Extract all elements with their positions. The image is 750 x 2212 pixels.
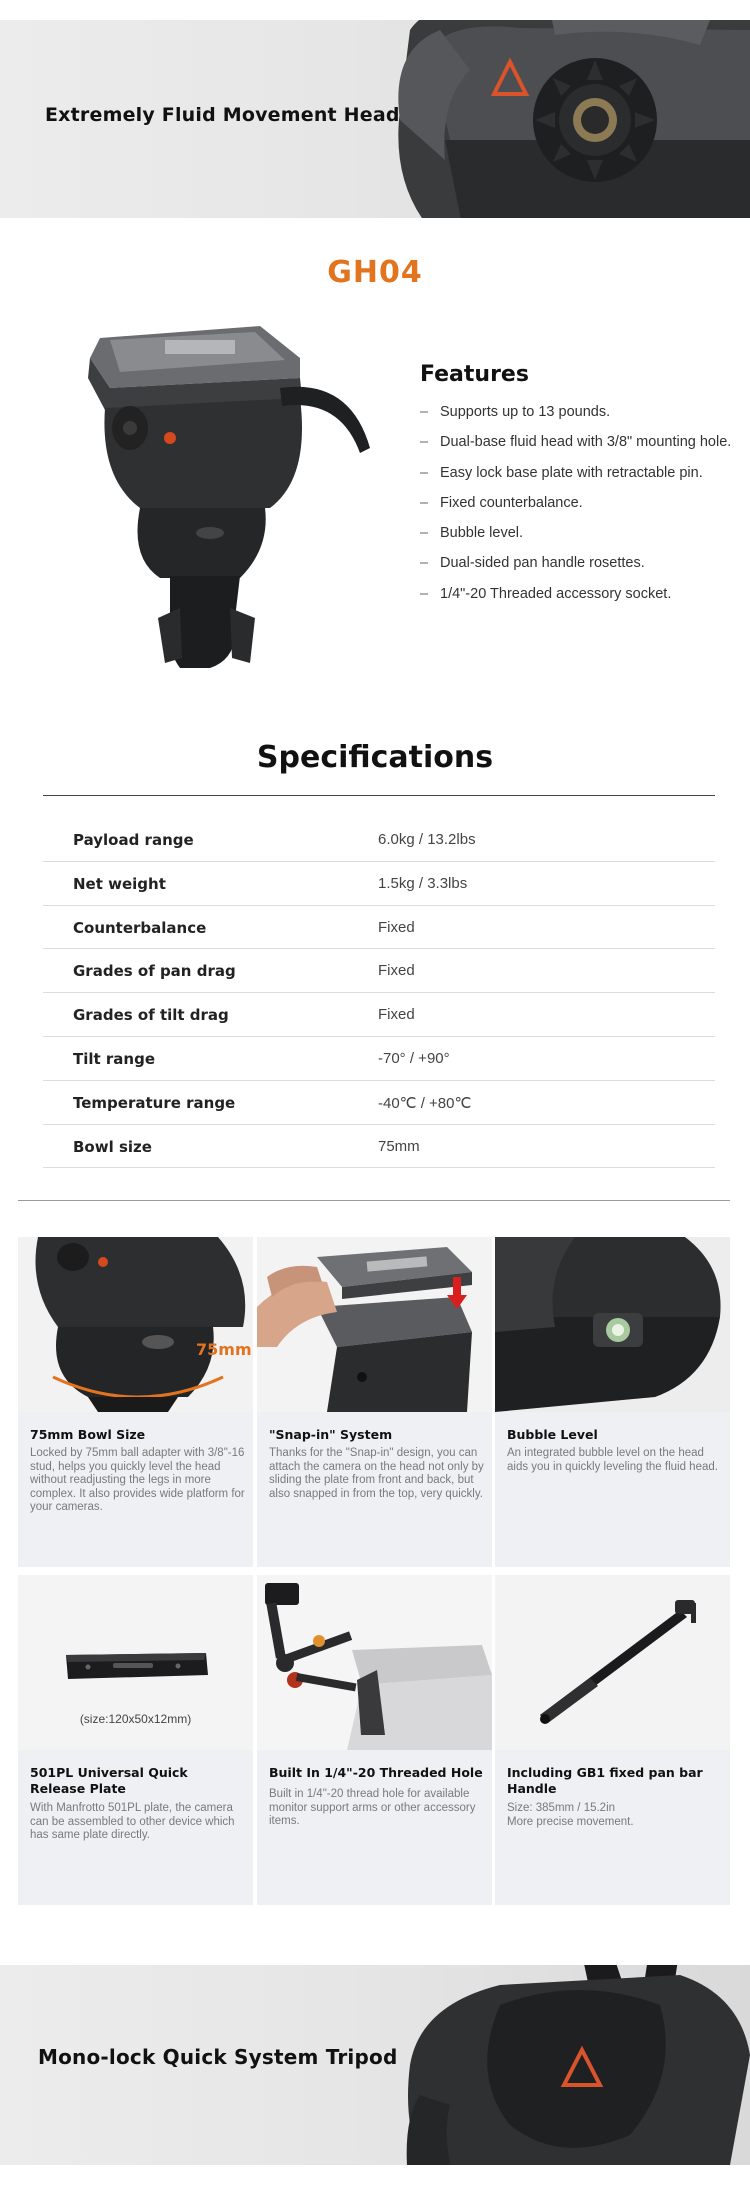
spec-row xyxy=(43,818,715,862)
spec-row xyxy=(43,862,715,906)
threaded-hole-photo-image xyxy=(257,1575,492,1750)
features-title: Features xyxy=(420,362,529,387)
spec-value: -70° / +90° xyxy=(378,1049,450,1067)
card-title: Including GB1 fixed pan bar Handle xyxy=(507,1765,703,1796)
model-name: GH04 xyxy=(327,255,423,290)
hero-banner-fluid-head xyxy=(0,20,750,218)
card-text-movement: More precise movement. xyxy=(507,1816,634,1828)
feature-item: – Supports up to 13 pounds. xyxy=(420,404,611,420)
spec-label: Payload range xyxy=(73,831,194,849)
specs-divider xyxy=(43,795,715,796)
specs-table xyxy=(43,818,715,1168)
spec-label: Grades of pan drag xyxy=(73,962,236,981)
spec-value: Fixed xyxy=(378,918,415,936)
spec-value: 1.5kg / 3.3lbs xyxy=(378,874,468,892)
card-text: Thanks for the "Snap-in" design, you can attach the camera on the head not only by sliding the plate from front and back, but also snapped in from the top, very quickly. xyxy=(269,1447,484,1500)
card-title: "Snap-in" System xyxy=(269,1427,393,1442)
spec-row xyxy=(43,949,715,993)
card-text: With Manfrotto 501PL plate, the camera can be assembled to other device which has same plate directly. xyxy=(30,1802,235,1841)
bowl-photo-image xyxy=(18,1237,253,1412)
snap-in-photo-image xyxy=(257,1237,492,1412)
feature-card-snap-in xyxy=(257,1237,492,1567)
feature-item: – Bubble level. xyxy=(420,525,524,542)
feature-item: – Fixed counterbalance. xyxy=(420,494,583,511)
fluid-head-closeup-image xyxy=(370,20,750,218)
feature-card-bubble-level xyxy=(495,1237,730,1567)
card-title: 501PL Universal Quick Release Plate xyxy=(30,1765,188,1796)
banner-title: Mono-lock Quick System Tripod xyxy=(38,2045,398,2069)
feature-item: – Dual-base fluid head with 3/8" mounting hole. xyxy=(420,434,732,451)
feature-item: – 1/4"-20 Threaded accessory socket. xyxy=(420,585,672,602)
card-title: 75mm Bowl Size xyxy=(30,1427,146,1442)
features-list xyxy=(420,402,731,614)
feature-item: – Easy lock base plate with retractable pin. xyxy=(420,464,703,481)
hero-banner-tripod xyxy=(0,1965,750,2165)
specs-title: Specifications xyxy=(256,740,494,775)
spec-row xyxy=(43,1037,715,1081)
spec-row xyxy=(43,993,715,1037)
tripod-handle-closeup-image xyxy=(380,1965,750,2165)
card-title: Built In 1/4"-20 Threaded Hole xyxy=(269,1765,483,1780)
product-photo-gh04 xyxy=(70,318,380,678)
spec-value: 75mm xyxy=(378,1137,420,1155)
card-text-size: Size: 385mm / 15.2in xyxy=(507,1802,616,1814)
feature-card-pan-bar-handle xyxy=(495,1575,730,1905)
spec-value: Fixed xyxy=(378,1006,415,1024)
spec-label: Counterbalance xyxy=(73,918,207,937)
section-divider xyxy=(18,1200,730,1201)
feature-item: – Dual-sided pan handle rosettes. xyxy=(420,555,645,572)
spec-row xyxy=(43,906,715,950)
feature-card-threaded-hole xyxy=(257,1575,492,1905)
spec-value: 6.0kg / 13.2lbs xyxy=(378,831,476,848)
banner-title: Extremely Fluid Movement Head xyxy=(45,104,400,126)
spec-row xyxy=(43,1125,715,1169)
spec-label: Temperature range xyxy=(73,1093,236,1112)
spec-value: Fixed xyxy=(378,962,415,980)
spec-label: Grades of tilt drag xyxy=(73,1006,229,1025)
plate-size-caption: (size:120x50x12mm) xyxy=(79,1712,192,1726)
pan-bar-handle-image xyxy=(495,1575,730,1750)
spec-label: Net weight xyxy=(73,874,166,893)
spec-row xyxy=(43,1081,715,1125)
feature-card-501pl-plate xyxy=(18,1575,253,1905)
card-text: An integrated bubble level on the head aids you in quickly leveling the fluid head. xyxy=(507,1447,718,1473)
feature-card-bowl-size xyxy=(18,1237,253,1567)
card-title: Bubble Level xyxy=(507,1427,598,1442)
card-text: Built in 1/4"-20 thread hole for available monitor support arms or other accessory items. xyxy=(269,1788,476,1827)
spec-label: Bowl size xyxy=(73,1137,152,1156)
card-text: Locked by 75mm ball adapter with 3/8"-16 stud, helps you quickly level the head without readjusting the legs in more complex. It also provides wide platform for your cameras. xyxy=(30,1447,245,1513)
bowl-size-label: 75mm xyxy=(196,1340,252,1359)
spec-value: -40℃ / +80℃ xyxy=(378,1094,472,1112)
bubble-level-photo-image xyxy=(495,1237,730,1412)
spec-label: Tilt range xyxy=(73,1049,156,1068)
